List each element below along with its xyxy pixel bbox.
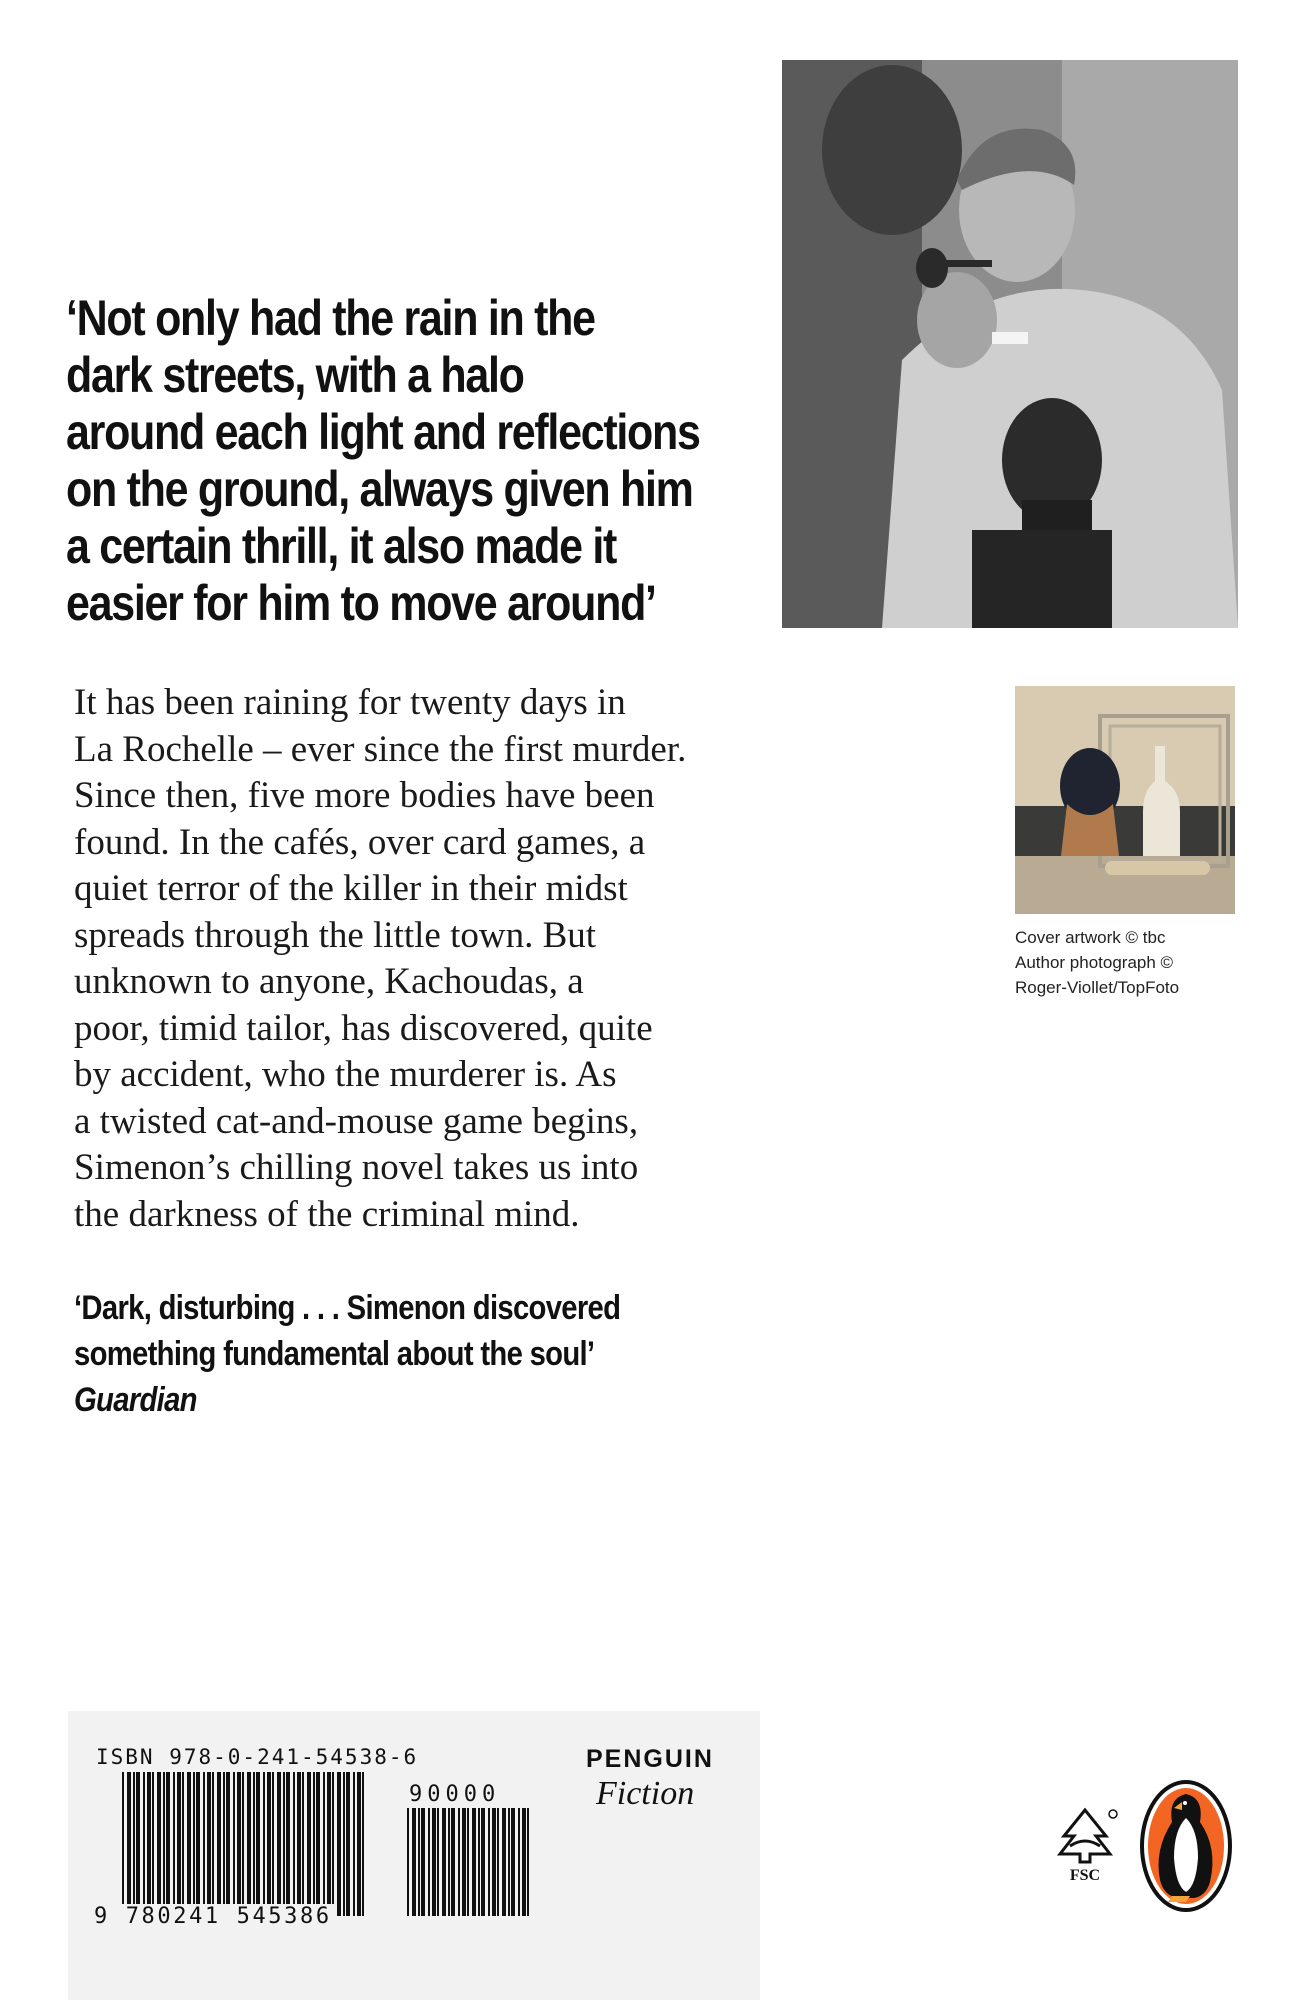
credit-line: Roger-Viollet/TopFoto	[1015, 978, 1180, 997]
barcode-bar	[502, 1808, 506, 1916]
pull-quote-line: on the ground, always given him	[66, 461, 693, 517]
barcode-bar	[307, 1772, 311, 1916]
barcode-bar	[143, 1772, 145, 1916]
barcode-bar	[481, 1808, 485, 1916]
barcode-bar	[316, 1772, 320, 1916]
blurb-line: quiet terror of the killer in their midst	[74, 868, 628, 909]
barcode-bar	[263, 1772, 265, 1916]
barcode-bar	[458, 1808, 460, 1916]
barcode-bar	[267, 1772, 271, 1916]
barcode-bar	[253, 1772, 255, 1916]
credit-line: Cover artwork © tbc	[1015, 928, 1166, 947]
blurb-line: Since then, five more bodies have been	[74, 775, 655, 816]
barcode-bar	[182, 1772, 184, 1916]
pull-quote-line: dark streets, with a halo	[66, 347, 524, 403]
barcode-bar	[212, 1772, 214, 1916]
blurb-line: La Rochelle – ever since the first murder.	[74, 728, 687, 770]
isbn-label: ISBN 978-0-241-54538-6	[96, 1745, 419, 1769]
barcode-bar	[286, 1772, 290, 1916]
barcode-bar	[357, 1772, 361, 1916]
cover-artwork	[1015, 686, 1235, 914]
barcode-bar	[497, 1808, 499, 1916]
barcode-bar	[472, 1808, 476, 1916]
press-quote-line: ‘Dark, disturbing . . . Simenon discovered	[74, 1289, 621, 1327]
pull-quote	[66, 290, 700, 632]
barcode-bar	[518, 1808, 520, 1916]
pull-quote-line: a certain thrill, it also made it	[66, 518, 617, 574]
barcode-bar	[448, 1808, 450, 1916]
pull-quote-line: around each light and reflections	[66, 404, 700, 460]
pull-quote-line: ‘Not only had the rain in the	[66, 290, 595, 346]
barcode-bar	[462, 1808, 466, 1916]
barcode-bar	[163, 1772, 165, 1916]
barcode-bar	[488, 1808, 490, 1916]
barcode-bar	[133, 1772, 135, 1916]
barcode-bar	[346, 1772, 350, 1916]
author-photo-illustration	[782, 60, 1238, 628]
barcode-bar	[353, 1772, 355, 1916]
fsc-label: FSC	[1069, 1867, 1101, 1884]
barcode-bar	[196, 1772, 200, 1916]
barcode-bar	[223, 1772, 225, 1916]
barcode-bar	[527, 1808, 529, 1916]
press-quote	[74, 1285, 659, 1423]
pull-quote-line: easier for him to move around’	[66, 575, 656, 631]
blurb-line: It has been raining for twenty days in	[74, 682, 626, 723]
press-quote-line: something fundamental about the soul’	[74, 1335, 595, 1373]
blurb-line: Simenon’s chilling novel takes us into	[74, 1147, 639, 1188]
barcode-bar	[332, 1772, 334, 1916]
barcode-bar	[237, 1772, 241, 1916]
credits	[1015, 925, 1275, 1000]
barcode-addon	[405, 1808, 533, 1916]
barcode-bar	[247, 1772, 251, 1916]
barcode-bar	[152, 1772, 154, 1916]
barcode-bar	[302, 1772, 304, 1916]
author-photograph	[782, 60, 1238, 628]
credit-line: Author photograph ©	[1015, 953, 1174, 972]
barcode-bar	[428, 1808, 430, 1916]
barcode-bar	[242, 1772, 244, 1916]
barcode-bar	[233, 1772, 235, 1916]
barcode-bar	[337, 1772, 341, 1916]
barcode-bar	[432, 1808, 436, 1916]
barcode-bar	[467, 1808, 469, 1916]
blurb-line: spreads through the little town. But	[74, 914, 597, 956]
blurb-line: unknown to anyone, Kachoudas, a	[74, 961, 584, 1002]
blurb-line: poor, timid tailor, has discovered, quite	[74, 1007, 653, 1049]
barcode-bar	[343, 1772, 345, 1916]
barcode-bar	[122, 1772, 124, 1916]
barcode-bar	[127, 1772, 131, 1916]
barcode-bar	[522, 1808, 526, 1916]
barcode-bar	[323, 1772, 325, 1916]
barcode-bar	[277, 1772, 281, 1916]
barcode-bar	[193, 1772, 195, 1916]
barcode-bar	[177, 1772, 181, 1916]
barcode-bar	[256, 1772, 260, 1916]
fsc-logo-icon	[1050, 1806, 1120, 1884]
barcode-bar	[203, 1772, 205, 1916]
barcode-bar	[442, 1808, 446, 1916]
barcode-bar	[407, 1808, 409, 1916]
barcode-bar	[313, 1772, 315, 1916]
barcode-bar	[418, 1808, 420, 1916]
barcode-bar	[437, 1808, 439, 1916]
publisher-name: PENGUIN	[586, 1745, 714, 1773]
penguin-logo-icon	[1138, 1778, 1234, 1914]
press-quote-source: Guardian	[74, 1381, 197, 1419]
barcode-bar	[136, 1772, 140, 1916]
blurb	[74, 680, 734, 1238]
barcode-digits: 9 780241 545386	[94, 1904, 332, 1929]
barcode-bar	[283, 1772, 285, 1916]
imprint-name: Fiction	[596, 1775, 695, 1812]
blurb-line: a twisted cat-and-mouse game begins,	[74, 1100, 639, 1142]
barcode-bar	[508, 1808, 510, 1916]
barcode-bar	[157, 1772, 161, 1916]
blurb-line: by accident, who the murderer is. As	[74, 1054, 617, 1095]
barcode-bar	[293, 1772, 295, 1916]
blurb-line: found. In the cafés, over card games, a	[74, 821, 646, 863]
barcode-bar	[492, 1808, 496, 1916]
barcode-bar	[327, 1772, 331, 1916]
barcode-bar	[511, 1808, 515, 1916]
barcode-price-code: 90000	[409, 1782, 501, 1807]
barcode-bar	[362, 1772, 364, 1916]
barcode-bar	[187, 1772, 191, 1916]
barcode-bar	[272, 1772, 274, 1916]
barcode-bar	[297, 1772, 301, 1916]
barcode-bar	[478, 1808, 480, 1916]
barcode-bar	[147, 1772, 151, 1916]
barcode-bar	[412, 1808, 416, 1916]
barcode-bar	[207, 1772, 211, 1916]
blurb-line: the darkness of the criminal mind.	[74, 1193, 580, 1235]
barcode-main	[120, 1772, 370, 1916]
cover-artwork-illustration	[1015, 686, 1235, 914]
barcode-bar	[217, 1772, 221, 1916]
barcode-bar	[166, 1772, 170, 1916]
barcode-bar	[173, 1772, 175, 1916]
barcode-bar	[226, 1772, 230, 1916]
barcode-bar	[421, 1808, 425, 1916]
barcode-bar	[451, 1808, 455, 1916]
